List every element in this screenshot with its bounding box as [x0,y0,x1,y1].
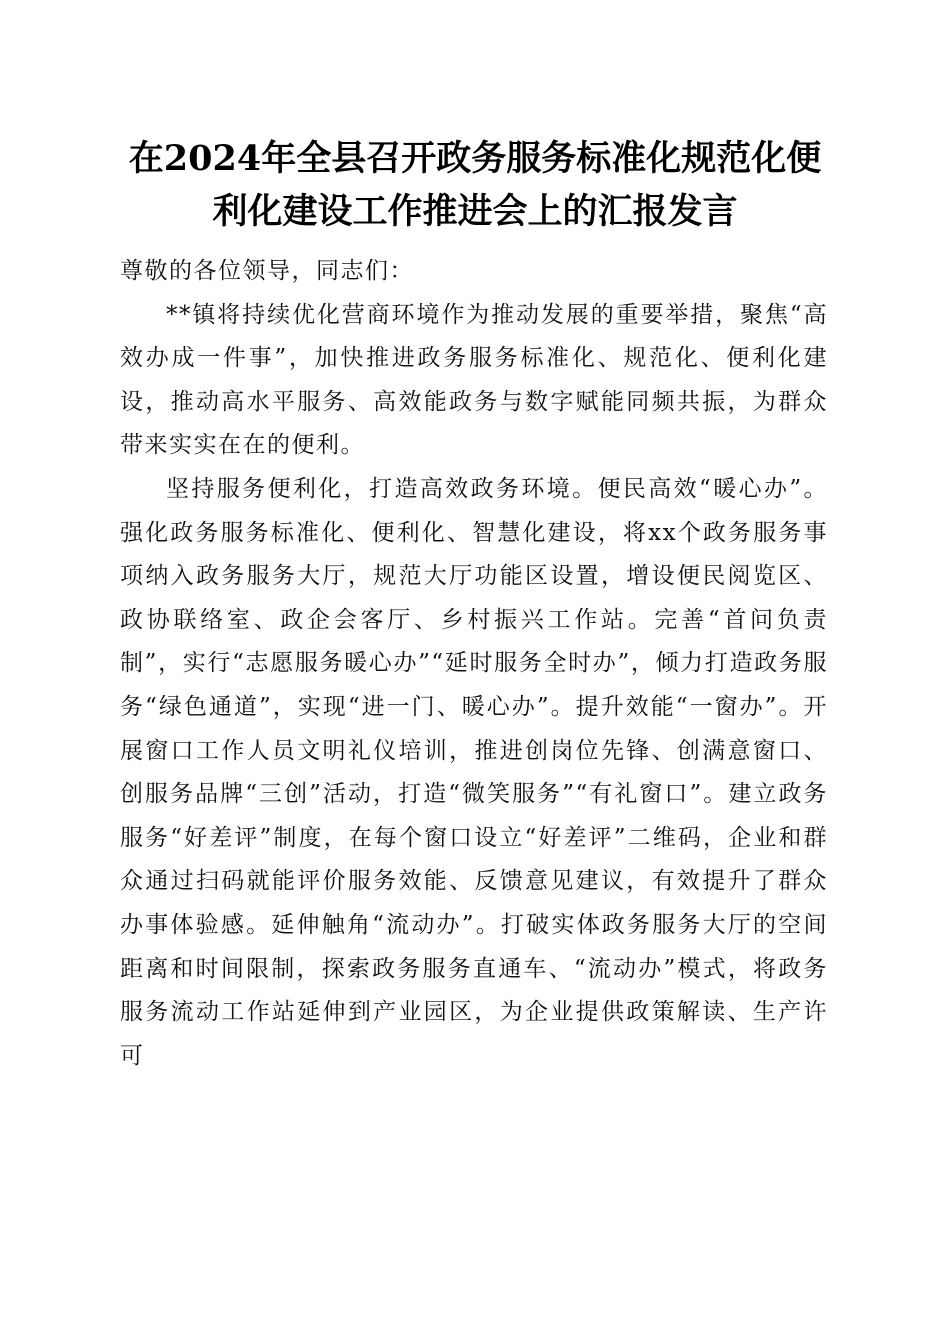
paragraph-intro: **镇将持续优化营商环境作为推动发展的重要举措，聚焦“高效办成一件事”，加快推进政务服务标准化、规范化、便利化建设，推动高水平服务、高效能政务与数字赋能同频共振，为群众带来实实在在的便利。 [120,301,828,459]
paragraph-service-convenience: 坚持服务便利化，打造高效政务环境。便民高效“暖心办”。强化政务服务标准化、便利化、智慧化建设，将xx个政务服务事项纳入政务服务大厅，规范大厅功能区设置，增设便民阅览区、政协联络室、政企会客厅、乡村振兴工作站。完善“首问负责制”，实行“志愿服务暖心办”“延时服务全时办”，倾力打造政务服务“绿色通道”，实现“进一门、暖心办”。提升效能“一窗办”。开展窗口工作人员文明礼仪培训，推进创岗位先锋、创满意窗口、创服务品牌“三创”活动，打造“微笑服务”“有礼窗口”。建立政务服务“好差评”制度，在每个窗口设立“好差评”二维码，企业和群众通过扫码就能评价服务效能、反馈意见建议，有效提升了群众办事体验感。延伸触角“流动办”。打破实体政务服务大厅的空间距离和时间限制，探索政务服务直通车、“流动办”模式，将政务服务流动工作站延伸到产业园区，为企业提供政策解读、生产许可 [120,475,828,1069]
document-title [110,132,840,238]
title-line-1: 在2024年全县召开政务服务标准化规范化便 [128,138,822,179]
salutation: 尊敬的各位领导，同志们： [120,258,414,284]
title-line-2: 利化建设工作推进会上的汇报发言 [212,191,738,232]
document-body [120,250,828,1078]
